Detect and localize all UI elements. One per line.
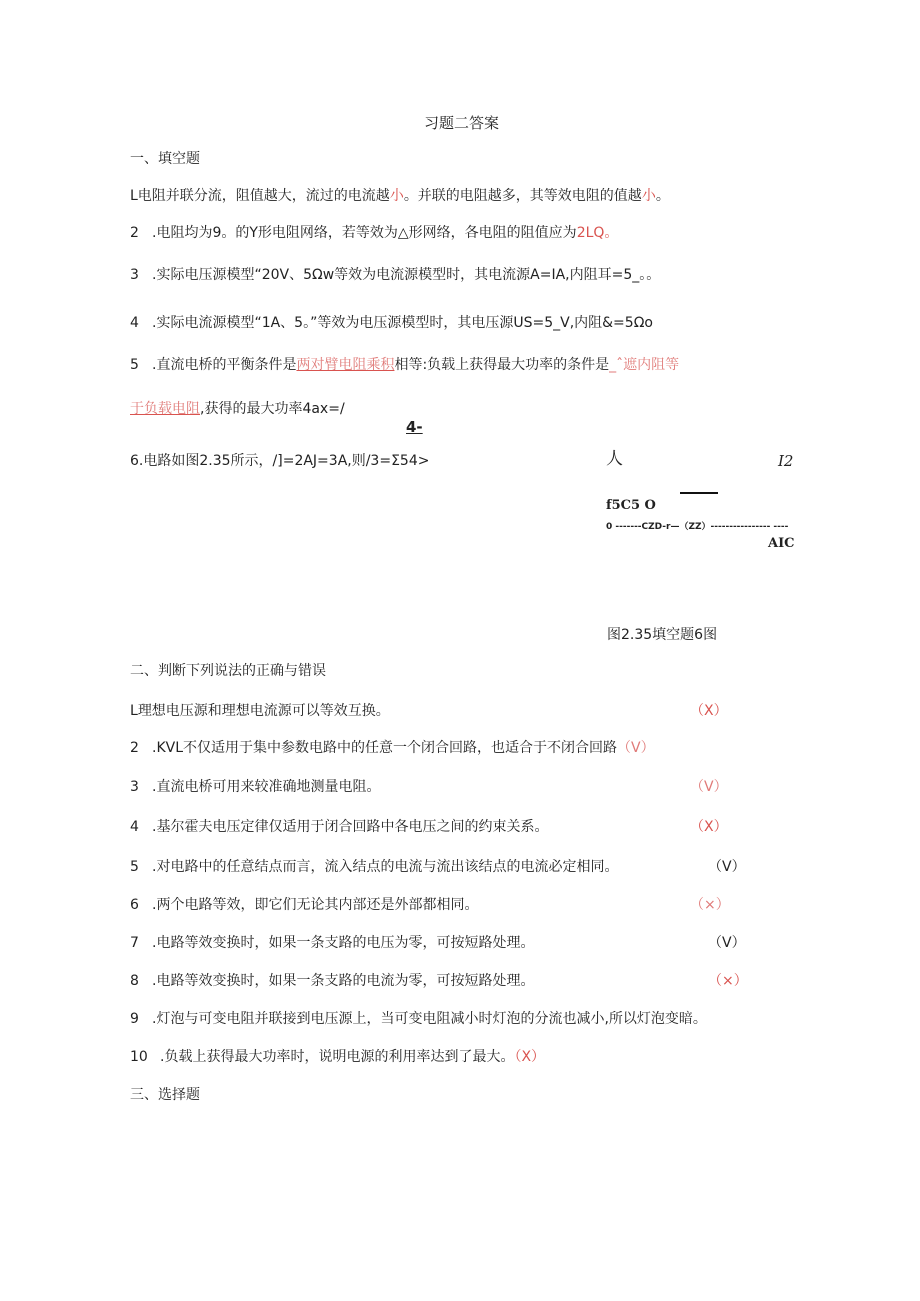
- q1-text-2: 。并联的电阻越多，其等效电阻的值越: [403, 188, 642, 204]
- q2-text-end: 。: [604, 225, 619, 241]
- judge-text: .电路等效变换时，如果一条支路的电压为零，可按短路处理。: [152, 935, 535, 951]
- q4-number: 4: [130, 315, 139, 331]
- fill-question-5-cont: [130, 400, 345, 418]
- judge-mark-10: （X）: [514, 1049, 546, 1065]
- judge-number: 9: [130, 1011, 139, 1027]
- judge-number: 6: [130, 897, 139, 913]
- fill-question-6: 6.电路如图2.35所示，/]=2AJ=3A,则/3=Σ54>: [130, 453, 430, 469]
- judge-item-9: [130, 1010, 707, 1028]
- judge-number: 4: [130, 819, 139, 835]
- fill-question-4: [130, 314, 653, 332]
- q5-text-3: ,获得的最大功率4ax=/: [200, 401, 345, 417]
- q1-answer-2: 小: [641, 188, 656, 204]
- judge-text: 理想电压源和理想电流源可以等效互换。: [137, 703, 390, 719]
- judge-number: 7: [130, 935, 139, 951]
- judge-mark-5: （V）: [708, 859, 746, 875]
- figure-label-i2: I2: [778, 452, 794, 470]
- judge-text: .两个电路等效，即它们无论其内部还是外部都相同。: [152, 897, 479, 913]
- judge-text: .KVL不仅适用于集中参数电路中的任意一个闭合回路，也适合于不闭合回路: [152, 740, 618, 756]
- judge-mark-4: （X）: [690, 819, 728, 835]
- judge-text: .电路等效变换时，如果一条支路的电流为零，可按短路处理。: [152, 973, 535, 989]
- judge-item-7: [130, 934, 534, 952]
- judge-number: 5: [130, 859, 139, 875]
- figure-label-f5c5: f5C5 O: [606, 498, 656, 513]
- judge-item-5: [130, 858, 618, 876]
- q1-text: L电阻并联分流，阻值越大，流过的电流越: [130, 188, 390, 204]
- q2-answer: 2LQ: [576, 225, 605, 241]
- section-heading-fill: 一、填空题: [130, 151, 200, 167]
- judge-number: 8: [130, 973, 139, 989]
- judge-item-8: [130, 972, 534, 990]
- figure-label-i1: 人: [606, 449, 623, 469]
- judge-text: .灯泡与可变电阻并联接到电压源上，当可变电阻减小时灯泡的分流也减小,所以灯泡变暗。: [152, 1011, 707, 1027]
- judge-item-2: [130, 739, 655, 757]
- judge-item-3: [130, 778, 380, 796]
- figure-line: [680, 492, 718, 494]
- judge-number: 2: [130, 740, 139, 756]
- judge-mark-1: （X）: [690, 703, 728, 719]
- judge-mark-2: （V）: [617, 740, 655, 756]
- q5-fraction-mark: 4-: [406, 418, 423, 436]
- figure-label-aic: AIC: [768, 536, 795, 551]
- judge-text: .对电路中的任意结点而言，流入结点的电流与流出该结点的电流必定相同。: [152, 859, 619, 875]
- page-title: 习题二答案: [424, 114, 500, 132]
- fill-question-2: [130, 224, 618, 242]
- q2-number: 2: [130, 225, 139, 241]
- section-heading-choice: 三、选择题: [130, 1087, 200, 1103]
- q1-answer-1: 小: [389, 188, 404, 204]
- q4-text: .实际电流源模型“1A、5。”等效为电压源模型时，其电压源US=5_V,内阻&=5Ωo: [152, 315, 653, 331]
- judge-text: .负载上获得最大功率时，说明电源的利用率达到了最大。: [160, 1049, 515, 1065]
- judge-text: .基尔霍夫电压定律仅适用于闭合回路中各电压之间的约束关系。: [152, 819, 549, 835]
- q5-answer-2: _ˆ遮内阻等: [609, 357, 680, 373]
- judge-text: .直流电桥可用来较准确地测量电阻。: [152, 779, 381, 795]
- section-heading-judge: 二、判断下列说法的正确与错误: [130, 663, 326, 679]
- judge-item-10: [130, 1048, 545, 1066]
- judge-mark-8: （×）: [708, 973, 748, 989]
- figure-caption: 图2.35填空题6图: [607, 627, 718, 643]
- figure-wire-text: 0 -------CZD-r—（ZZ）---------------- ----: [606, 522, 789, 532]
- q1-text-3: 。: [655, 188, 670, 204]
- q3-number: 3: [130, 267, 139, 283]
- q5-answer-1: 两对臂电阻乘积: [296, 357, 395, 373]
- q2-text: .电阻均为9。的Y形电阻网络，若等效为△形网络，各电阻的阻值应为: [152, 225, 577, 241]
- fill-question-3: [130, 266, 660, 284]
- judge-number: 3: [130, 779, 139, 795]
- q5-text: .直流电桥的平衡条件是: [152, 357, 297, 373]
- judge-item-4: [130, 818, 548, 836]
- judge-mark-7: （V）: [708, 935, 746, 951]
- fill-question-5: [130, 356, 679, 374]
- q5-text-2: 相等:负载上获得最大功率的条件是: [394, 357, 610, 373]
- judge-item-1: [130, 702, 390, 720]
- q3-text: .实际电压源模型“20V、5Ωw等效为电流源模型时，其电流源A=IA,内阻耳=5_。。: [152, 267, 661, 283]
- judge-number: 10: [130, 1049, 148, 1065]
- judge-item-6: [130, 896, 478, 914]
- judge-mark-6: （×）: [690, 897, 730, 913]
- judge-mark-3: （V）: [690, 779, 728, 795]
- q5-answer-3: 于负载电阻: [130, 401, 200, 417]
- judge-number: L: [130, 703, 138, 719]
- q5-number: 5: [130, 357, 139, 373]
- fill-question-1: [130, 187, 670, 205]
